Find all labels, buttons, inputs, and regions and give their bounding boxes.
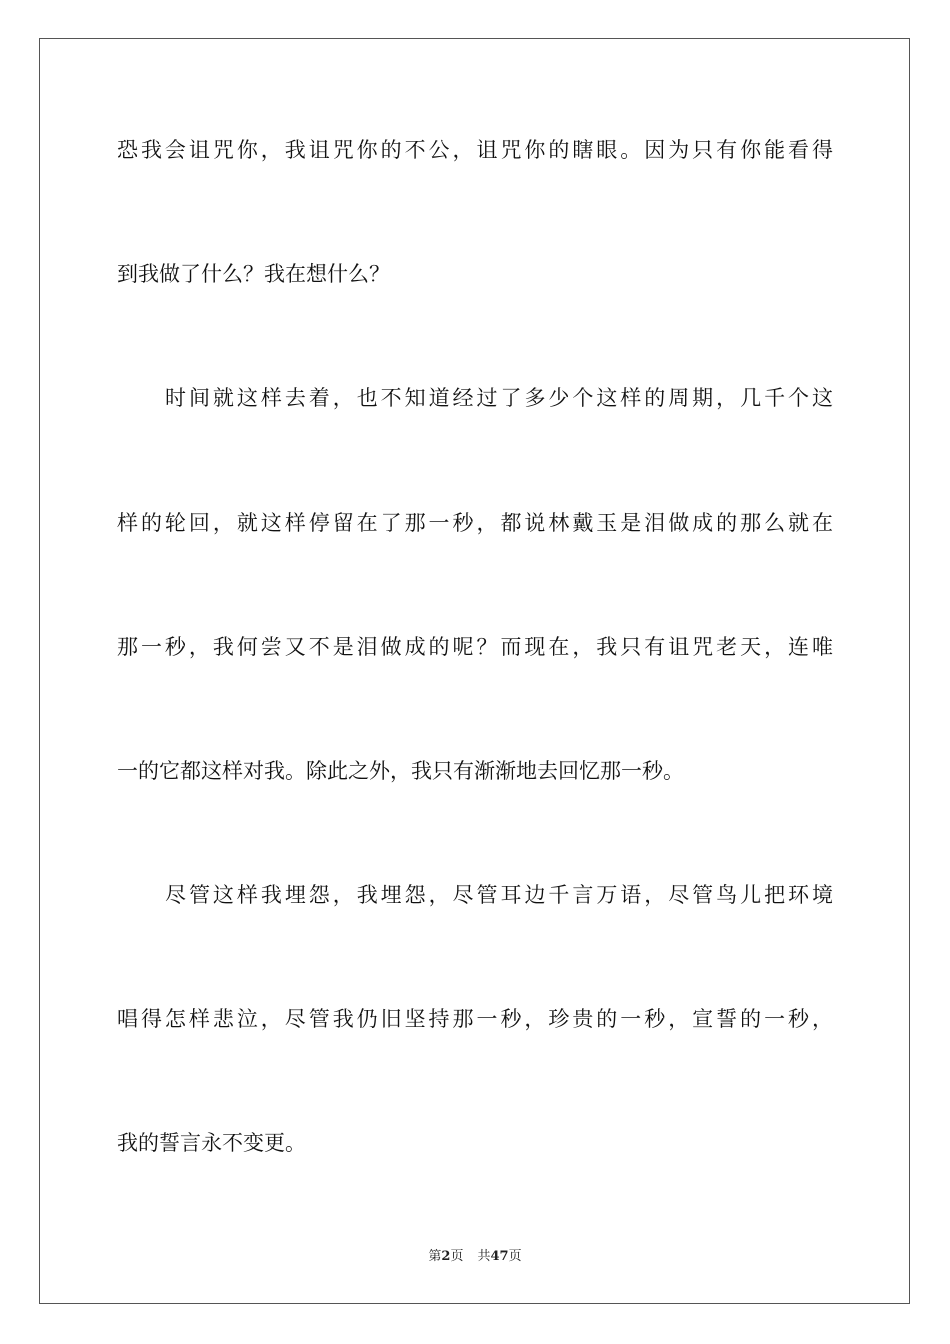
total-pages: 47: [490, 1249, 509, 1264]
total-suffix: 页: [508, 1249, 522, 1264]
page-number: 2: [441, 1249, 451, 1264]
text-line-1: 恐我会诅咒你，我诅咒你的不公，诅咒你的瞎眼。因为只有你能看得: [117, 138, 833, 162]
text-line-3: 时间就这样去着，也不知道经过了多少个这样的周期，几千个这: [165, 386, 833, 410]
text-line-6: 一的它都这样对我。除此之外，我只有渐渐地去回忆那一秒。: [117, 759, 684, 783]
page-footer: [0, 1249, 950, 1265]
page-suffix: 页: [450, 1249, 464, 1264]
text-line-5: 那一秒，我何尝又不是泪做成的呢？而现在，我只有诅咒老天，连唯: [117, 635, 833, 659]
text-line-7: 尽管这样我埋怨，我埋怨，尽管耳边千言万语，尽管鸟儿把环境: [165, 883, 833, 907]
text-line-9: 我的誓言永不变更。: [117, 1131, 306, 1155]
text-line-4: 样的轮回，就这样停留在了那一秒，都说林戴玉是泪做成的那么就在: [117, 511, 833, 535]
page-border: [39, 38, 910, 1304]
text-line-2: 到我做了什么？我在想什么？: [117, 262, 390, 286]
total-prefix: 共: [477, 1249, 491, 1264]
text-line-8: 唱得怎样悲泣，尽管我仍旧坚持那一秒，珍贵的一秒，宣誓的一秒，: [117, 1007, 833, 1031]
page-prefix: 第: [428, 1249, 442, 1264]
